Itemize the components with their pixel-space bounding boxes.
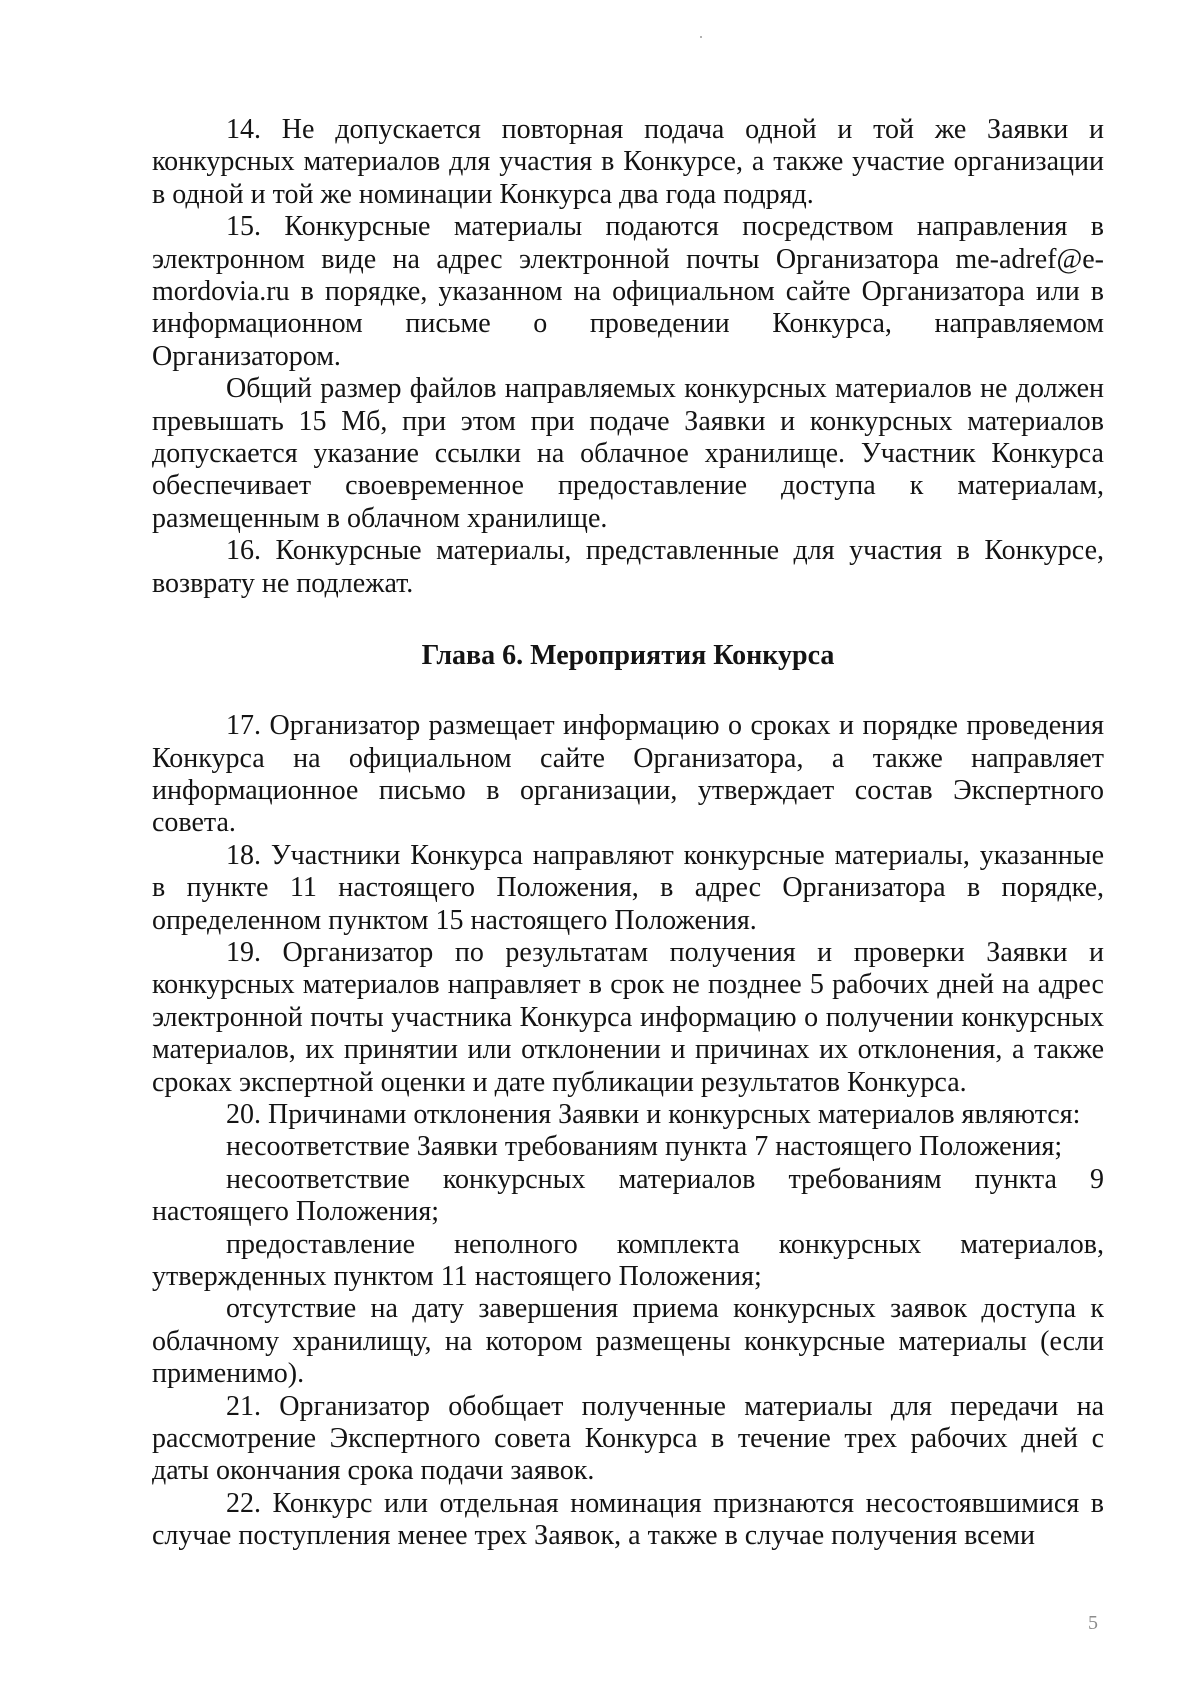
clause-17: 17. Организатор размещает информацию о сроках и порядке проведения Конкурса на официальном сайте Организатора, а также направляет информационное письмо в организации, утверждает состав Экспертного совета. xyxy=(152,710,1104,839)
scan-artifact xyxy=(700,36,702,38)
clause-19: 19. Организатор по результатам получения и проверки Заявки и конкурсных материалов направляет в срок не позднее 5 рабочих дней на адрес электронной почты участника Конкурса информацию о получении конкурсных материалов, их принятии или отклонении и причинах их отклонения, а также сроках экспертной оценки и дате публикации результатов Конкурса. xyxy=(152,936,1104,1098)
clause-15-file-size: Общий размер файлов направляемых конкурсных материалов не должен превышать 15 Мб, при этом при подаче Заявки и конкурсных материалов допускается указание ссылки на облачное хранилище. Участник Конкурса обеспечивает своевременное предоставление доступа к материалам, размещенным в облачном хранилище. xyxy=(152,373,1104,534)
clause-20: 20. Причинами отклонения Заявки и конкурсных материалов являются: xyxy=(226,1098,1081,1130)
clause-21: 21. Организатор обобщает полученные материалы для передачи на рассмотрение Экспертного совета Конкурса в течение трех рабочих дней с даты окончания срока подачи заявок. xyxy=(152,1390,1104,1487)
clause-20-reason-3: предоставление неполного комплекта конкурсных материалов, утвержденных пунктом 11 настоящего Положения; xyxy=(152,1228,1104,1292)
clause-20-reason-2: несоответствие конкурсных материалов требованиям пункта 9 настоящего Положения; xyxy=(152,1163,1104,1228)
clause-20-reason-4: отсутствие на дату завершения приема конкурсных заявок доступа к облачному хранилищу, на котором размещены конкурсные материалы (если применимо). xyxy=(152,1293,1104,1390)
page-number: 5 xyxy=(1088,1612,1098,1634)
clause-14: 14. Не допускается повторная подача одной и той же Заявки и конкурсных материалов для участия в Конкурсе, а также участие организации в одной и той же номинации Конкурса два года подряд. xyxy=(152,114,1104,210)
chapter-title: Глава 6. Мероприятия Конкурса xyxy=(421,640,835,672)
clause-18: 18. Участники Конкурса направляют конкурсные материалы, указанные в пункте 11 настоящего Положения, в адрес Организатора в порядке, определенном пунктом 15 настоящего Положения. xyxy=(152,839,1104,936)
clause-15: 15. Конкурсные материалы подаются посредством направления в электронном виде на адрес электронной почты Организатора me-adref@e-mordovia.ru в порядке, указанном на официальном сайте Организатора или в информационном письме о проведении Конкурса, направляемом Организатором. xyxy=(152,211,1104,372)
clause-16: 16. Конкурсные материалы, представленные для участия в Конкурсе, возврату не подлежат. xyxy=(152,535,1104,599)
document-page xyxy=(152,114,1104,1553)
clause-20-reason-1: несоответствие Заявки требованиям пункта 7 настоящего Положения; xyxy=(226,1131,1063,1163)
clause-22: 22. Конкурс или отдельная номинация признаются несостоявшимися в случае поступления менее трех Заявок, а также в случае получения всеми xyxy=(152,1487,1104,1552)
